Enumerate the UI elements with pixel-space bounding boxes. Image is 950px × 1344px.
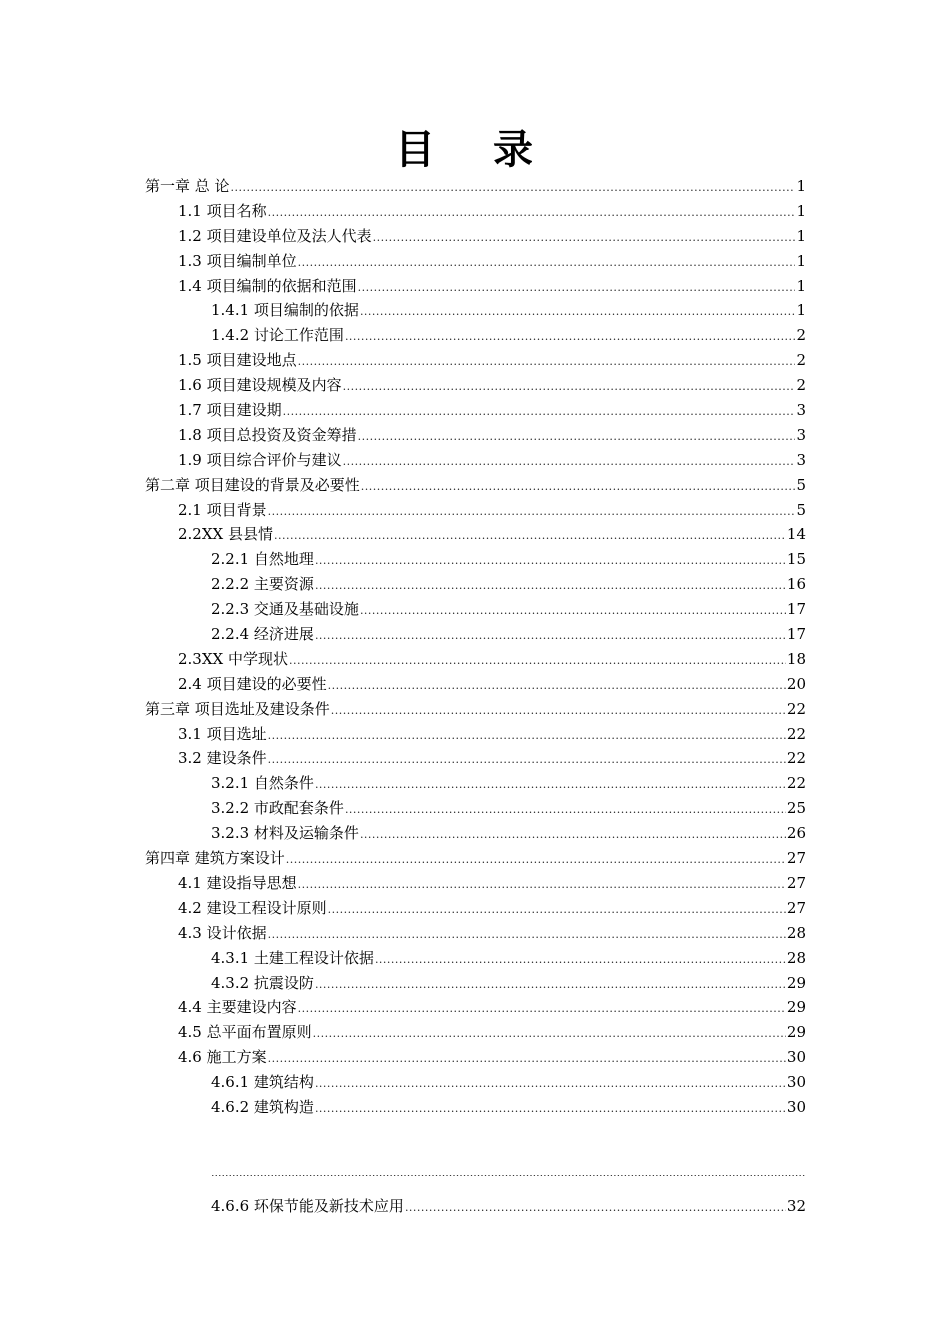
toc-entry[interactable] <box>145 647 806 672</box>
toc-entry-page: 18 <box>786 649 806 668</box>
dot-leader <box>283 400 796 425</box>
toc-entry-label: 4.5 总平面布置原则 <box>178 1023 312 1042</box>
toc-entry-page: 16 <box>786 575 806 594</box>
dot-leader <box>315 1072 786 1097</box>
dot-leader <box>313 1022 786 1047</box>
toc-entry-label: 第三章 项目选址及建设条件 <box>145 699 330 718</box>
toc-entry-label: 1.9 项目综合评价与建议 <box>178 450 342 469</box>
toc-entry[interactable] <box>145 274 806 299</box>
toc-entry-page: 20 <box>786 674 806 693</box>
dot-leader <box>361 475 796 500</box>
toc-entry-label: 4.3 设计依据 <box>178 923 267 942</box>
dot-leader <box>343 375 796 400</box>
toc-entry[interactable] <box>145 1070 806 1095</box>
toc-entry[interactable] <box>145 547 806 572</box>
dot-leader <box>315 773 786 798</box>
dot-leader <box>315 549 786 574</box>
toc-entry-page: 1 <box>796 301 806 320</box>
toc-entry[interactable] <box>145 473 806 498</box>
dot-leader <box>298 997 786 1022</box>
toc-entry-label: 2.2.4 经济进展 <box>211 625 314 644</box>
dot-leader <box>274 524 786 549</box>
toc-entry[interactable] <box>145 622 806 647</box>
toc-entry-label: 1.3 项目编制单位 <box>178 251 297 270</box>
toc-entry[interactable] <box>145 971 806 996</box>
toc-entry[interactable] <box>145 498 806 523</box>
toc-entry-label: 第四章 建筑方案设计 <box>145 849 285 868</box>
page-title: 目 录 <box>395 127 555 173</box>
dot-leader <box>268 1047 786 1072</box>
dot-leader <box>375 948 786 973</box>
toc-entry[interactable] <box>145 1020 806 1045</box>
toc-entry-label: 2.2.1 自然地理 <box>211 550 314 569</box>
toc-entry[interactable] <box>145 946 806 971</box>
dot-leader <box>358 276 796 301</box>
dot-leader <box>328 674 786 699</box>
dot-leader <box>405 1196 786 1221</box>
dot-leader <box>343 450 796 475</box>
toc-entry-page: 1 <box>796 226 806 245</box>
toc-entry[interactable] <box>145 174 806 199</box>
toc-entry[interactable] <box>145 846 806 871</box>
toc-entry-page: 15 <box>786 550 806 569</box>
toc-entry-page: 29 <box>786 973 806 992</box>
dot-leader <box>328 898 786 923</box>
toc-entry-page: 22 <box>786 749 806 768</box>
toc-entry-page: 28 <box>786 923 806 942</box>
toc-entry-page: 28 <box>786 948 806 967</box>
dot-leader <box>315 574 786 599</box>
page-break-gap <box>145 1124 806 1180</box>
toc-entry-page: 17 <box>786 625 806 644</box>
toc-entry[interactable] <box>145 398 806 423</box>
dot-leader <box>211 1175 806 1185</box>
toc-entry[interactable] <box>145 1095 806 1120</box>
toc-entry-page: 3 <box>796 450 806 469</box>
toc-entry-label: 1.6 项目建设规模及内容 <box>178 376 342 395</box>
toc-entry-label: 1.4.2 讨论工作范围 <box>211 326 344 345</box>
dot-leader <box>289 649 786 674</box>
toc-entry[interactable] <box>145 373 806 398</box>
toc-entry-page: 30 <box>786 1048 806 1067</box>
toc-entry[interactable] <box>145 871 806 896</box>
toc-entry[interactable] <box>145 697 806 722</box>
toc-entry[interactable] <box>145 896 806 921</box>
dot-leader <box>315 973 786 998</box>
toc-entry[interactable] <box>145 722 806 747</box>
table-of-contents <box>145 174 806 1120</box>
toc-entry[interactable] <box>145 921 806 946</box>
toc-entry[interactable] <box>145 1045 806 1070</box>
toc-entry[interactable] <box>145 249 806 274</box>
toc-entry-label: 4.3.2 抗震设防 <box>211 973 314 992</box>
toc-entry-page: 29 <box>786 1023 806 1042</box>
toc-entry-label: 2.2XX 县县情 <box>178 525 273 544</box>
dot-leader <box>358 425 796 450</box>
dot-leader <box>315 1097 786 1122</box>
dot-leader <box>268 923 786 948</box>
dot-leader <box>360 300 796 325</box>
toc-entry-label: 4.1 建设指导思想 <box>178 873 297 892</box>
toc-entry-page: 3 <box>796 425 806 444</box>
toc-entry-page: 25 <box>786 799 806 818</box>
toc-entry-label: 1.2 项目建设单位及法人代表 <box>178 226 372 245</box>
toc-last-section <box>145 1194 806 1219</box>
toc-entry-label: 4.3.1 土建工程设计依据 <box>211 948 374 967</box>
toc-entry-label: 3.2.2 市政配套条件 <box>211 799 344 818</box>
toc-entry-page: 22 <box>786 724 806 743</box>
toc-entry-page: 1 <box>796 177 806 195</box>
toc-entry[interactable] <box>145 522 806 547</box>
toc-entry-label: 第二章 项目建设的背景及必要性 <box>145 475 360 494</box>
toc-entry[interactable] <box>145 298 806 323</box>
dot-leader <box>373 226 796 251</box>
dot-leader <box>268 748 786 773</box>
toc-entry-label: 1.1 项目名称 <box>178 201 267 220</box>
toc-entry-page: 22 <box>786 699 806 718</box>
toc-entry-label: 3.2 建设条件 <box>178 749 267 768</box>
toc-entry-label: 2.2.3 交通及基础设施 <box>211 600 359 619</box>
toc-entry[interactable] <box>145 348 806 373</box>
toc-entry-page: 2 <box>796 351 806 370</box>
toc-entry-page: 1 <box>796 251 806 270</box>
toc-entry-page: 2 <box>796 376 806 395</box>
partially-hidden-entry <box>211 1175 806 1185</box>
toc-entry-page: 32 <box>786 1197 806 1215</box>
toc-entry[interactable] <box>145 1194 806 1219</box>
toc-entry-page: 5 <box>796 500 806 519</box>
toc-entry-label: 2.1 项目背景 <box>178 500 267 519</box>
toc-entry-page: 2 <box>796 326 806 345</box>
toc-entry-label: 2.4 项目建设的必要性 <box>178 674 327 693</box>
toc-entry-label: 3.2.1 自然条件 <box>211 774 314 793</box>
dot-leader <box>298 873 786 898</box>
toc-entry[interactable] <box>145 323 806 348</box>
toc-entry-page: 27 <box>786 873 806 892</box>
dot-leader <box>286 848 786 873</box>
toc-entry-label: 2.2.2 主要资源 <box>211 575 314 594</box>
dot-leader <box>268 724 786 749</box>
toc-entry-page: 5 <box>796 475 806 494</box>
toc-entry[interactable] <box>145 821 806 846</box>
toc-entry-page: 17 <box>786 600 806 619</box>
toc-entry-page: 29 <box>786 998 806 1017</box>
toc-entry-label: 4.6 施工方案 <box>178 1048 267 1067</box>
toc-entry[interactable] <box>145 448 806 473</box>
toc-entry-label: 1.8 项目总投资及资金筹措 <box>178 425 357 444</box>
toc-entry-label: 1.7 项目建设期 <box>178 401 282 420</box>
dot-leader <box>268 201 796 226</box>
toc-entry-page: 3 <box>796 401 806 420</box>
dot-leader <box>268 500 796 525</box>
toc-entry-label: 4.6.1 建筑结构 <box>211 1073 314 1092</box>
toc-entry[interactable] <box>145 572 806 597</box>
toc-entry-label: 3.1 项目选址 <box>178 724 267 743</box>
dot-leader <box>315 624 786 649</box>
toc-entry-page: 30 <box>786 1073 806 1092</box>
toc-entry-page: 27 <box>786 898 806 917</box>
dot-leader <box>298 350 796 375</box>
toc-entry[interactable] <box>145 771 806 796</box>
toc-entry[interactable] <box>145 995 806 1020</box>
toc-entry-page: 26 <box>786 824 806 843</box>
dot-leader <box>298 251 796 276</box>
toc-entry-label: 4.6.6 环保节能及新技术应用 <box>211 1197 404 1215</box>
toc-entry-label: 第一章 总 论 <box>145 177 230 195</box>
toc-entry[interactable] <box>145 796 806 821</box>
toc-entry[interactable] <box>145 746 806 771</box>
toc-entry[interactable] <box>145 597 806 622</box>
toc-entry-page: 14 <box>786 525 806 544</box>
dot-leader <box>345 325 796 350</box>
toc-entry-page: 30 <box>786 1097 806 1116</box>
toc-entry[interactable] <box>145 672 806 697</box>
toc-entry-label: 4.6.2 建筑构造 <box>211 1097 314 1116</box>
toc-entry-label: 2.3XX 中学现状 <box>178 649 288 668</box>
toc-entry-label: 4.2 建设工程设计原则 <box>178 898 327 917</box>
toc-entry-page: 1 <box>796 276 806 295</box>
toc-entry-label: 3.2.3 材料及运输条件 <box>211 824 359 843</box>
dot-leader <box>360 823 786 848</box>
toc-entry-label: 1.5 项目建设地点 <box>178 351 297 370</box>
toc-entry-label: 1.4 项目编制的依据和范围 <box>178 276 357 295</box>
dot-leader <box>345 798 786 823</box>
toc-entry-label: 1.4.1 项目编制的依据 <box>211 301 359 320</box>
dot-leader <box>360 599 786 624</box>
toc-entry-page: 27 <box>786 849 806 868</box>
dot-leader <box>231 176 796 201</box>
toc-entry-page: 1 <box>796 201 806 220</box>
toc-entry[interactable] <box>145 423 806 448</box>
toc-entry-label: 4.4 主要建设内容 <box>178 998 297 1017</box>
dot-leader <box>331 699 786 724</box>
toc-entry[interactable] <box>145 199 806 224</box>
toc-entry-page: 22 <box>786 774 806 793</box>
toc-entry[interactable] <box>145 224 806 249</box>
